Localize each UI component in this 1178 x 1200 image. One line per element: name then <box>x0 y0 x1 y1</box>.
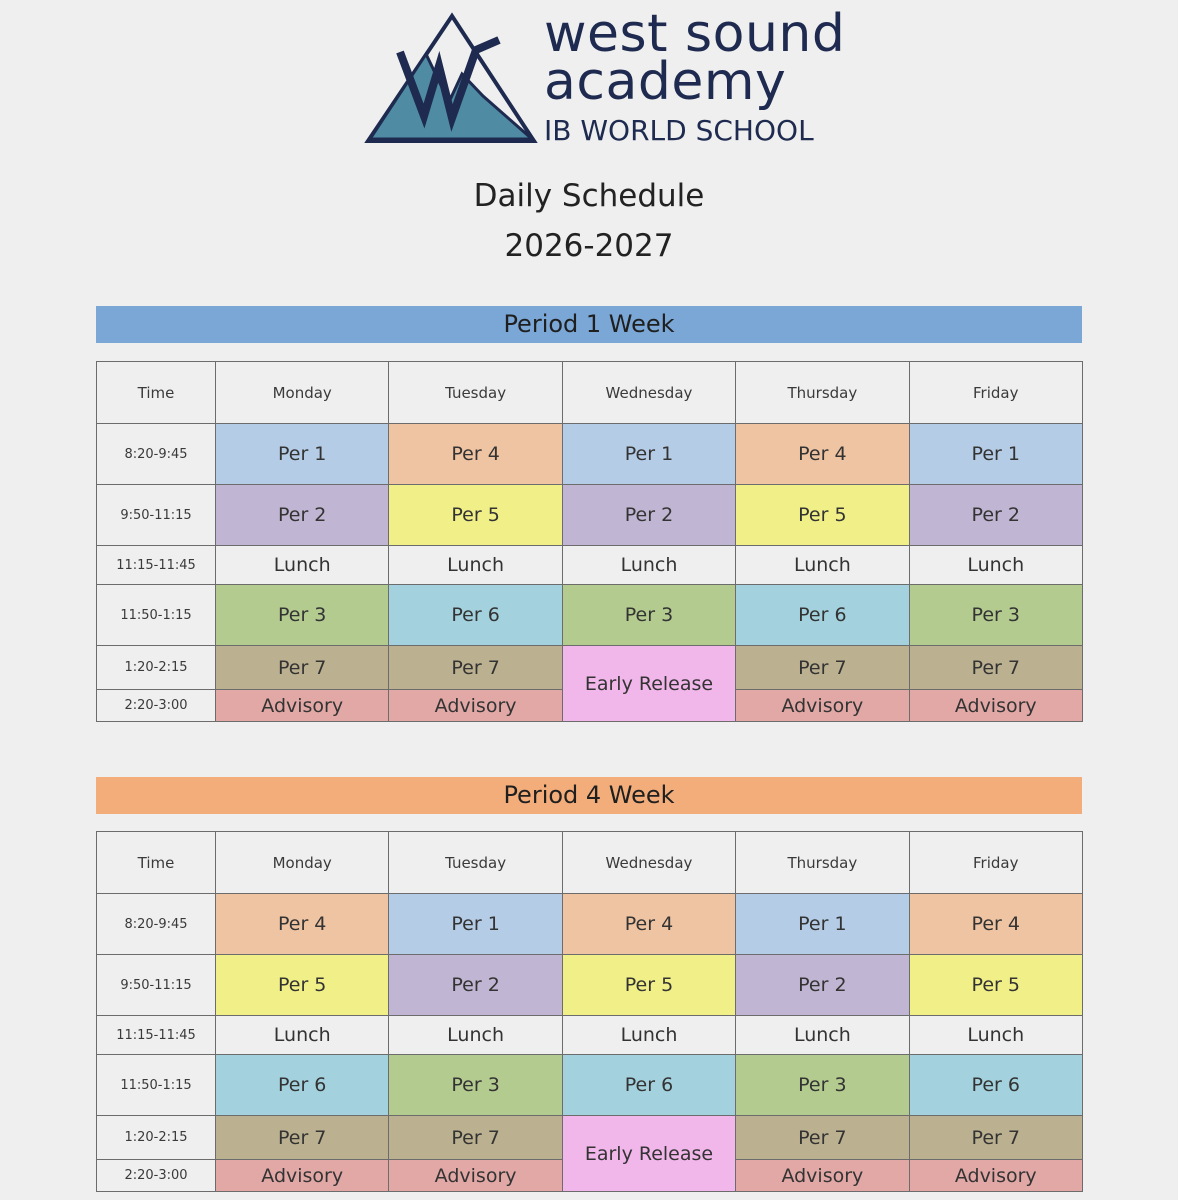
schedule-cell: Per 2 <box>216 485 389 546</box>
time-cell: 11:50-1:15 <box>97 1055 216 1116</box>
schedule-cell: Lunch <box>216 1016 389 1055</box>
column-header-monday: Monday <box>216 832 389 894</box>
schedule-cell: Advisory <box>909 690 1082 722</box>
schedule-cell: Lunch <box>562 546 735 585</box>
time-cell: 8:20-9:45 <box>97 424 216 485</box>
time-cell: 9:50-11:15 <box>97 485 216 546</box>
schedule-cell: Advisory <box>216 1160 389 1192</box>
schedule-cell: Per 6 <box>909 1055 1082 1116</box>
schedule-cell: Per 4 <box>736 424 909 485</box>
time-cell: 8:20-9:45 <box>97 894 216 955</box>
schedule-cell: Per 3 <box>389 1055 562 1116</box>
column-header-tuesday: Tuesday <box>389 832 562 894</box>
schedule-cell: Per 7 <box>216 1116 389 1160</box>
schedule-cell: Per 3 <box>736 1055 909 1116</box>
logo-name-line1: west sound <box>544 4 846 64</box>
time-cell: 11:15-11:45 <box>97 546 216 585</box>
schedule-cell: Per 4 <box>216 894 389 955</box>
schedule-cell: Per 7 <box>909 646 1082 690</box>
time-cell: 9:50-11:15 <box>97 955 216 1016</box>
column-header-friday: Friday <box>909 832 1082 894</box>
schedule-cell: Per 3 <box>909 585 1082 646</box>
schedule-cell: Per 4 <box>562 894 735 955</box>
week-banner-period-4: Period 4 Week <box>96 777 1082 814</box>
time-cell: 1:20-2:15 <box>97 646 216 690</box>
schedule-cell: Per 1 <box>216 424 389 485</box>
schedule-cell: Per 5 <box>909 955 1082 1016</box>
logo-tagline: IB WORLD SCHOOL <box>544 114 814 147</box>
schedule-cell: Advisory <box>736 690 909 722</box>
schedule-cell: Per 7 <box>736 1116 909 1160</box>
column-header-thursday: Thursday <box>736 832 909 894</box>
column-header-wednesday: Wednesday <box>562 832 735 894</box>
schedule-cell: Lunch <box>216 546 389 585</box>
schedule-cell: Per 3 <box>216 585 389 646</box>
schedule-cell: Per 2 <box>909 485 1082 546</box>
schedule-cell: Lunch <box>389 1016 562 1055</box>
column-header-time: Time <box>97 832 216 894</box>
column-header-thursday: Thursday <box>736 362 909 424</box>
schedule-cell: Per 3 <box>562 585 735 646</box>
school-year: 2026-2027 <box>504 228 674 264</box>
early-release-cell: Early Release <box>562 646 735 722</box>
schedule-cell: Per 2 <box>562 485 735 546</box>
schedule-cell: Per 5 <box>736 485 909 546</box>
schedule-cell: Per 2 <box>736 955 909 1016</box>
schedule-cell: Per 5 <box>389 485 562 546</box>
table-row <box>97 424 1083 485</box>
schedule-cell: Per 1 <box>562 424 735 485</box>
schedule-cell: Advisory <box>216 690 389 722</box>
schedule-cell: Per 7 <box>216 646 389 690</box>
schedule-cell: Per 7 <box>736 646 909 690</box>
mountain-logo-icon <box>364 10 539 146</box>
schedule-cell: Lunch <box>562 1016 735 1055</box>
table-row <box>97 894 1083 955</box>
schedule-table-period-1-week <box>96 361 1083 722</box>
schedule-cell: Lunch <box>736 1016 909 1055</box>
table-header-row <box>97 362 1083 424</box>
schedule-cell: Per 5 <box>562 955 735 1016</box>
time-cell: 2:20-3:00 <box>97 690 216 722</box>
schedule-cell: Per 7 <box>389 1116 562 1160</box>
schedule-cell: Per 4 <box>909 894 1082 955</box>
schedule-cell: Per 7 <box>389 646 562 690</box>
table-row <box>97 955 1083 1016</box>
schedule-cell: Advisory <box>909 1160 1082 1192</box>
column-header-wednesday: Wednesday <box>562 362 735 424</box>
table-row <box>97 646 1083 690</box>
schedule-cell: Per 5 <box>216 955 389 1016</box>
table-row <box>97 1055 1083 1116</box>
schedule-cell: Lunch <box>909 1016 1082 1055</box>
week-banner-period-1: Period 1 Week <box>96 306 1082 343</box>
column-header-time: Time <box>97 362 216 424</box>
page-title: Daily Schedule <box>473 178 705 214</box>
table-row <box>97 585 1083 646</box>
table-row <box>97 485 1083 546</box>
column-header-monday: Monday <box>216 362 389 424</box>
table-row <box>97 1116 1083 1160</box>
schedule-cell: Per 6 <box>562 1055 735 1116</box>
schedule-cell: Advisory <box>736 1160 909 1192</box>
time-cell: 2:20-3:00 <box>97 1160 216 1192</box>
column-header-friday: Friday <box>909 362 1082 424</box>
early-release-cell: Early Release <box>562 1116 735 1192</box>
time-cell: 11:50-1:15 <box>97 585 216 646</box>
time-cell: 1:20-2:15 <box>97 1116 216 1160</box>
schedule-table-period-4-week <box>96 831 1083 1192</box>
schedule-cell: Advisory <box>389 690 562 722</box>
schedule-cell: Lunch <box>389 546 562 585</box>
table-header-row <box>97 832 1083 894</box>
column-header-tuesday: Tuesday <box>389 362 562 424</box>
schedule-cell: Lunch <box>909 546 1082 585</box>
schedule-cell: Per 6 <box>736 585 909 646</box>
schedule-cell: Per 2 <box>389 955 562 1016</box>
school-logo <box>364 4 846 147</box>
schedule-cell: Per 1 <box>736 894 909 955</box>
logo-name-line2: academy <box>544 52 787 112</box>
schedule-cell: Per 1 <box>389 894 562 955</box>
schedule-cell: Per 4 <box>389 424 562 485</box>
schedule-cell: Lunch <box>736 546 909 585</box>
schedule-cell: Per 6 <box>389 585 562 646</box>
schedule-cell: Per 6 <box>216 1055 389 1116</box>
schedule-cell: Per 7 <box>909 1116 1082 1160</box>
time-cell: 11:15-11:45 <box>97 1016 216 1055</box>
schedule-cell: Per 1 <box>909 424 1082 485</box>
schedule-cell: Advisory <box>389 1160 562 1192</box>
table-row <box>97 1016 1083 1055</box>
table-row <box>97 546 1083 585</box>
